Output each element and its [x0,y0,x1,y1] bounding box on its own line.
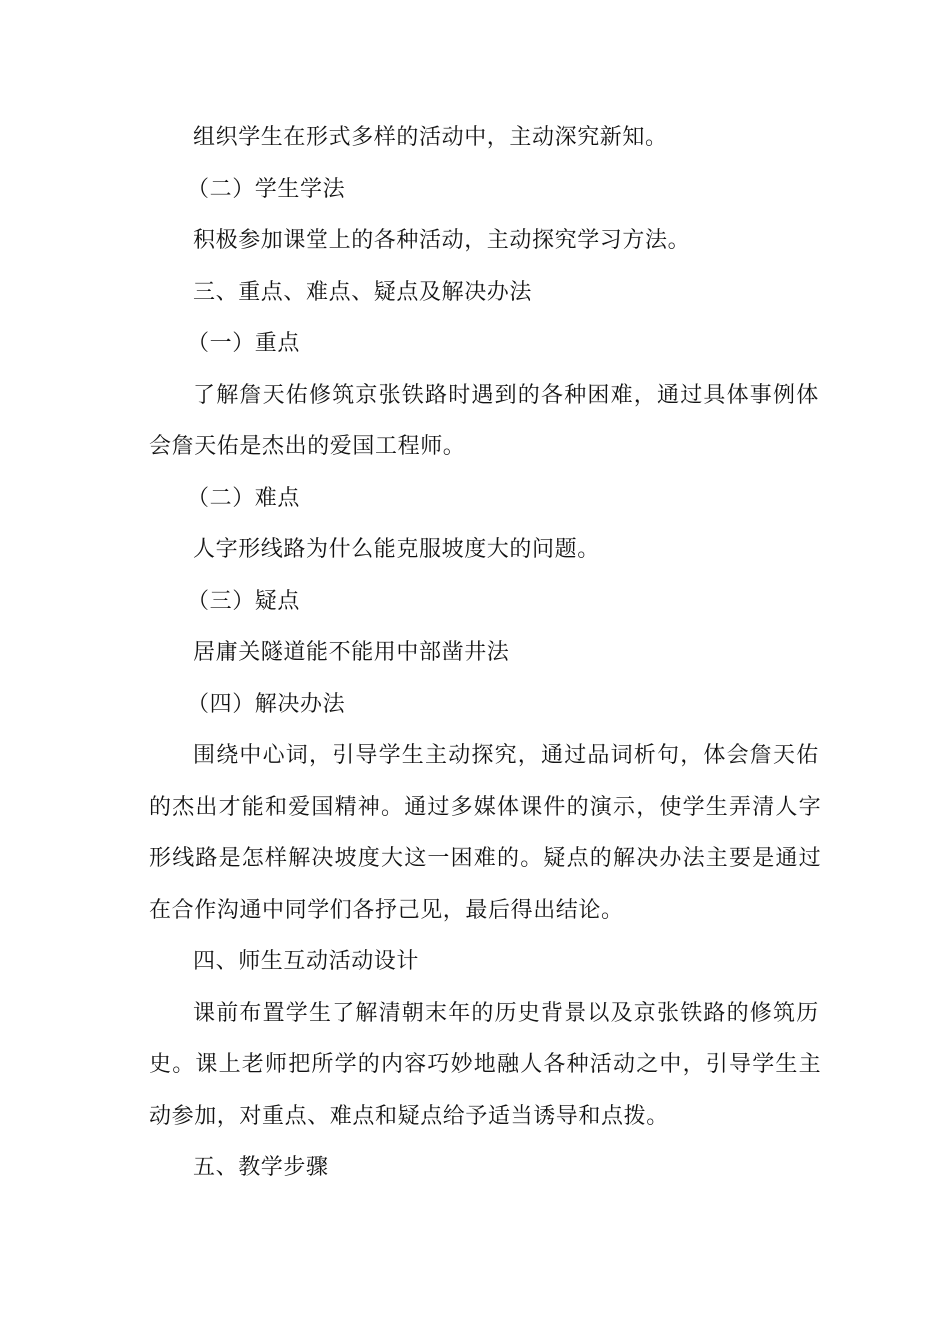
section-heading: （三）疑点 [187,589,301,614]
paragraph-line: 的杰出才能和爱国精神。通过多媒体课件的演示，使学生弄清人字 [149,795,822,820]
paragraph-line: 课前布置学生了解清朝末年的历史背景以及京张铁路的修筑历 [193,1001,820,1026]
section-heading: 四、师生互动活动设计 [193,949,420,974]
section-heading: （二）难点 [187,486,301,511]
paragraph-line: 形线路是怎样解决坡度大这一困难的。疑点的解决办法主要是通过 [149,846,822,871]
paragraph-line: 围绕中心词，引导学生主动探究，通过品词析句，体会詹天佑 [193,743,820,768]
paragraph-line: 在合作沟通中同学们各抒己见，最后得出结论。 [149,898,624,923]
paragraph-line: 动参加，对重点、难点和疑点给予适当诱导和点拨。 [149,1104,669,1129]
paragraph-line: 组织学生在形式多样的活动中，主动深究新知。 [193,125,668,150]
section-heading: （一）重点 [187,331,301,356]
section-heading: （二）学生学法 [187,177,346,202]
section-heading: （四）解决办法 [187,692,346,717]
paragraph-line: 了解詹天佑修筑京张铁路时遇到的各种困难，通过具体事例体 [193,383,820,408]
paragraph-line: 人字形线路为什么能克服坡度大的问题。 [193,537,600,562]
paragraph-line: 史。课上老师把所学的内容巧妙地融人各种活动之中，引导学生主 [149,1052,822,1077]
paragraph-line: 居庸关隧道能不能用中部凿井法 [193,640,510,665]
section-heading: 五、教学步骤 [193,1155,329,1180]
paragraph-line: 会詹天佑是杰出的爱国工程师。 [149,434,466,459]
section-heading: 三、重点、难点、疑点及解决办法 [193,280,533,305]
paragraph-line: 积极参加课堂上的各种活动，主动探究学习方法。 [193,228,691,253]
